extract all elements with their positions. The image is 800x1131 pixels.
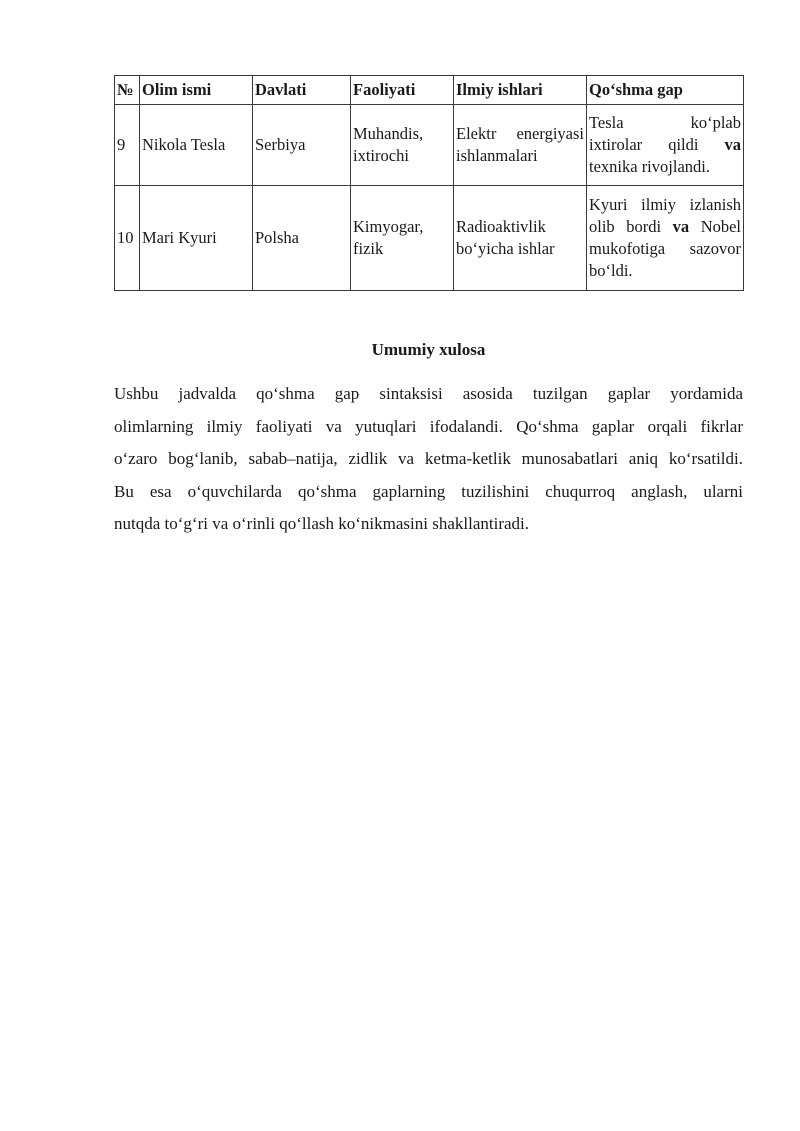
scientist-name: Mari Kyuri	[140, 186, 253, 291]
conjunction-va: va	[672, 217, 690, 236]
header-scientific-works: Ilmiy ishlari	[454, 76, 587, 105]
scientific-works	[454, 186, 587, 291]
section-title: Umumiy xulosa	[371, 340, 486, 359]
sentence-line	[589, 216, 741, 238]
sentence-text: ixtirolar qildi	[589, 135, 699, 154]
country: Serbiya	[253, 105, 351, 186]
scientific-works	[454, 105, 587, 186]
works-line: bo‘yicha ishlar	[456, 239, 555, 258]
paragraph-line: Bu esa o‘quvchilarda qo‘shma gaplarning tuzilishini chuqurroq anglash, ularni	[114, 481, 743, 501]
works-line: Radioaktivlik	[456, 217, 546, 236]
conjunction-va: va	[724, 135, 741, 154]
sentence-text: Nobel	[700, 217, 742, 236]
header-scientist-name: Olim ismi	[140, 76, 253, 105]
scientists-table	[114, 75, 744, 291]
works-line: ishlanmalari	[456, 146, 538, 165]
header-country: Davlati	[253, 76, 351, 105]
header-compound-sentence: Qo‘shma gap	[587, 76, 744, 105]
activity	[351, 186, 454, 291]
works-line: Elektr energiyasi	[456, 124, 584, 143]
sentence-line: Kyuri ilmiy izlanish	[589, 195, 741, 214]
summary-paragraph	[114, 378, 743, 541]
sentence-line: texnika rivojlandi.	[589, 157, 710, 176]
activity-line: Kimyogar,	[353, 217, 424, 236]
header-number: №	[115, 76, 140, 105]
compound-sentence	[587, 186, 744, 291]
sentence-line: bo‘ldi.	[589, 261, 633, 280]
table-row	[115, 186, 744, 291]
sentence-line: mukofotiga sazovor	[589, 239, 741, 258]
paragraph-line: nutqda to‘g‘ri va o‘rinli qo‘llash ko‘nikmasini shakllantiradi.	[114, 514, 529, 533]
country: Polsha	[253, 186, 351, 291]
sentence-text: olib bordi	[589, 217, 662, 236]
table-header-row	[115, 76, 744, 105]
activity-line: fizik	[353, 239, 384, 258]
header-activity: Faoliyati	[351, 76, 454, 105]
activity-line: ixtirochi	[353, 146, 409, 165]
table-row	[115, 105, 744, 186]
scientist-name: Nikola Tesla	[140, 105, 253, 186]
row-number: 10	[115, 186, 140, 291]
paragraph-line: olimlarning ilmiy faoliyati va yutuqlari ifodalandi. Qo‘shma gaplar orqali fikrlar	[114, 416, 743, 436]
activity-line: Muhandis,	[353, 124, 424, 143]
activity	[351, 105, 454, 186]
paragraph-line: o‘zaro bog‘lanib, sabab–natija, zidlik va ketma-ketlik munosabatlari aniq ko‘rsatildi.	[114, 449, 743, 468]
paragraph-line: Ushbu jadvalda qo‘shma gap sintaksisi asosida tuzilgan gaplar yordamida	[114, 384, 743, 403]
sentence-line	[589, 134, 741, 156]
row-number: 9	[115, 105, 140, 186]
sentence-line: Tesla ko‘plab	[589, 113, 741, 132]
compound-sentence	[587, 105, 744, 186]
